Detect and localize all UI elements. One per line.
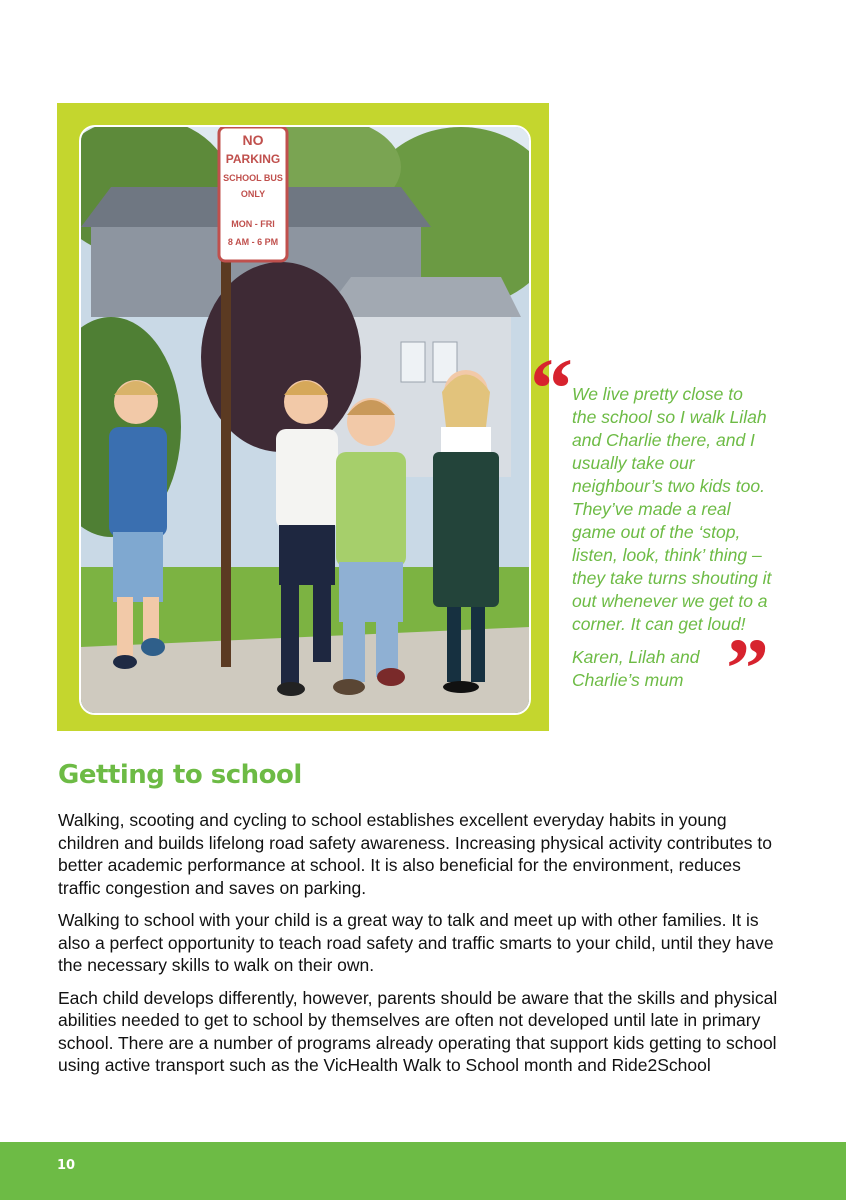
children-walking-photo [79, 125, 531, 715]
sign-line-2: PARKING [225, 152, 281, 166]
paragraph: Walking to school with your child is a great way to talk and meet up with other families. It is also a perfect opportunity to teach road safety and traffic smarts to your child, until they have the necessary skills to walk on their own. [58, 910, 774, 975]
photo-frame [57, 103, 549, 731]
body-text [58, 809, 788, 1087]
sign-line-4: ONLY [240, 189, 266, 199]
open-quote-icon: “ [530, 340, 573, 436]
close-quote-icon: ” [726, 620, 769, 716]
sign-line-6: 8 AM - 6 PM [227, 237, 279, 247]
sign-line-5: MON - FRI [231, 219, 275, 229]
page-number: 10 [57, 1158, 76, 1173]
section-heading: Getting to school [58, 760, 302, 790]
footer-band [0, 1142, 846, 1200]
sign-line-1: NO [242, 132, 264, 148]
paragraph: Walking, scooting and cycling to school establishes excellent everyday habits in young children and builds lifelong road safety awareness. Increasing physical activity contributes to better academic performance at school. It is also beneficial for the environment, reduces traffic congestion and saves on parking. [58, 810, 772, 898]
quote-attribution: Karen, Lilah and Charlie’s mum [572, 647, 700, 690]
paragraph: Each child develops differently, however, parents should be aware that the skills and physical abilities needed to get to school by themselves are often not developed until late in primary school. There are a number of programs already operating that support kids getting to school using active transport such as the VicHealth Walk to School month and Ride2School [58, 987, 778, 1075]
quote-body: We live pretty close to the school so I walk Lilah and Charlie there, and I usually take our neighbour’s two kids too. They’ve made a real game out of the ‘stop, listen, look, think’ thing – they take turns shouting it out whenever we get to a corner. It can get loud! [572, 384, 772, 634]
sign-line-3: SCHOOL BUS [223, 173, 283, 183]
